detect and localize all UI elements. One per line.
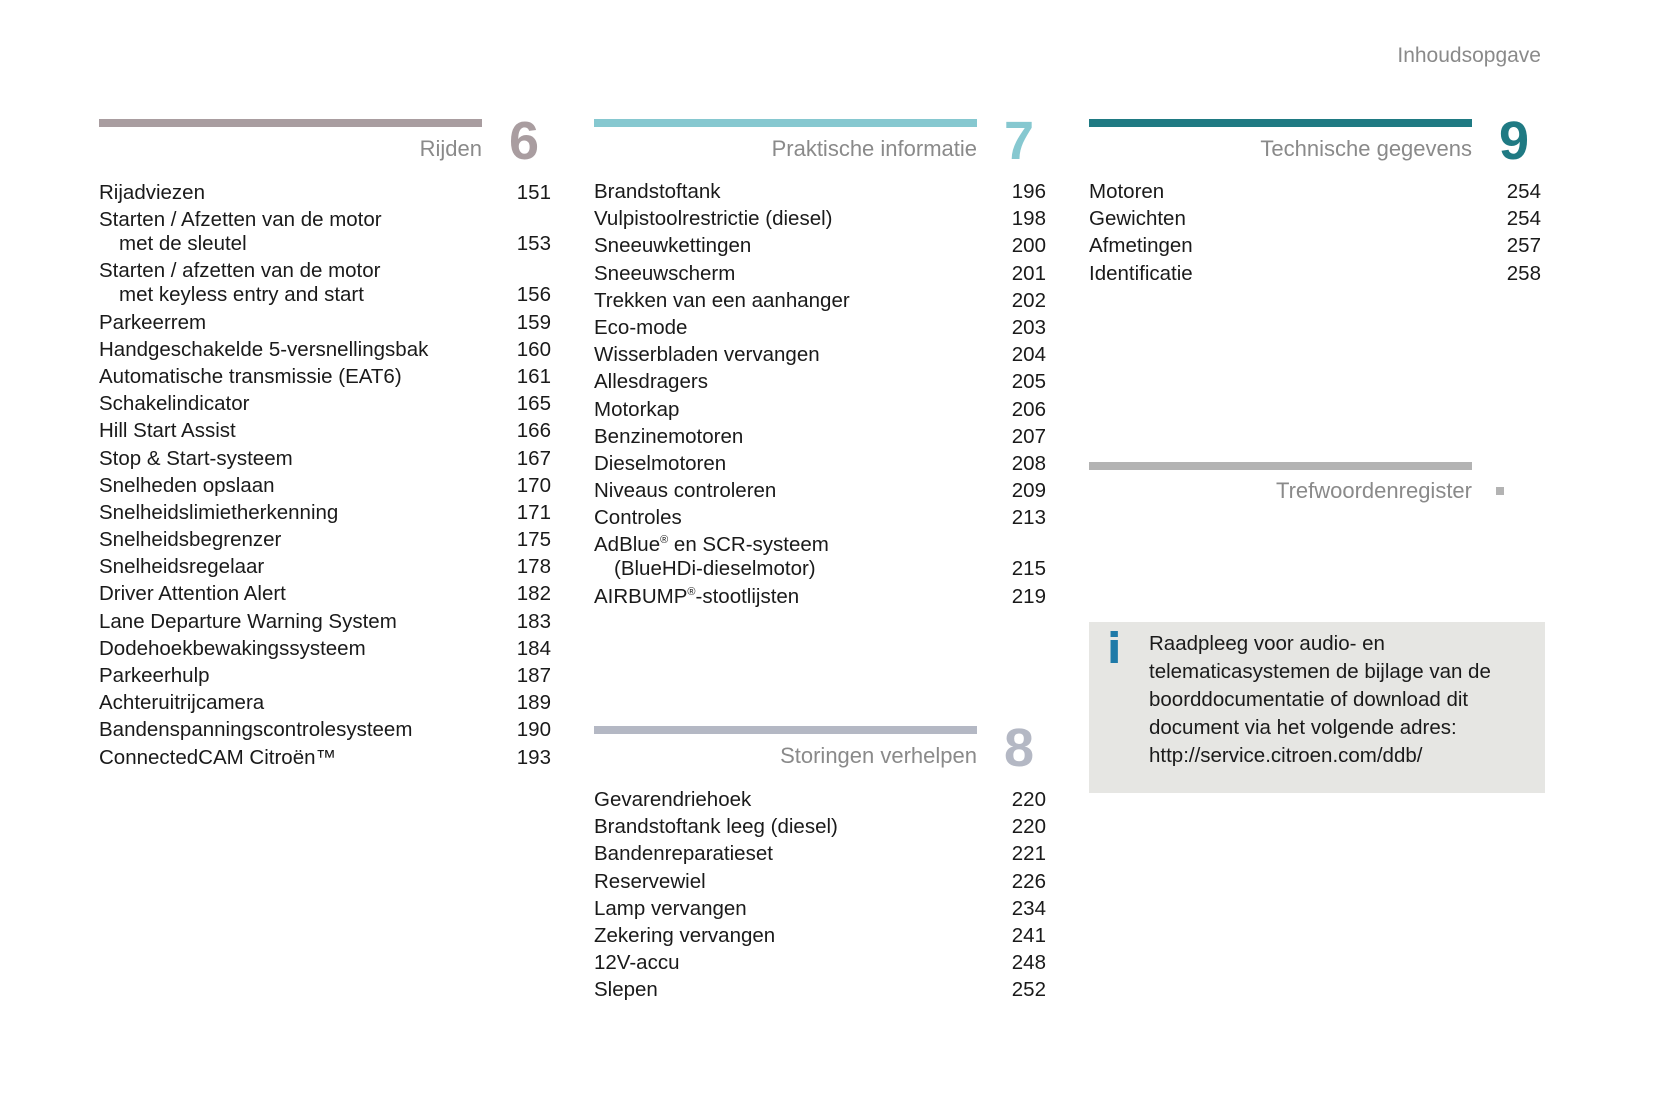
toc-entry-label xyxy=(594,788,751,812)
toc-entry-label xyxy=(594,452,726,476)
toc-entry-label-line: Lane Departure Warning System xyxy=(99,609,397,633)
toc-entry-label xyxy=(99,718,412,742)
toc-entry[interactable] xyxy=(594,425,1046,449)
toc-entry-label xyxy=(99,501,338,525)
toc-entry-label-line: Identificatie xyxy=(1089,261,1193,285)
toc-entry[interactable] xyxy=(594,815,1046,839)
toc-entry-page: 190 xyxy=(516,718,551,742)
toc-entry[interactable] xyxy=(99,392,551,416)
toc-entry[interactable] xyxy=(99,181,551,205)
info-link[interactable]: http://service.citroen.com/ddb/ xyxy=(1149,744,1423,767)
toc-entry-label xyxy=(594,207,833,231)
toc-entry[interactable] xyxy=(594,234,1046,258)
toc-entry-label-line: Bandenspanningscontrolesysteem xyxy=(99,718,413,742)
toc-entry-page: 170 xyxy=(516,473,551,497)
toc-entry-label-line: AIRBUMP xyxy=(594,584,688,608)
toc-entry-label xyxy=(594,978,658,1002)
toc-entry-label-line: Reservewiel xyxy=(594,869,706,893)
info-line: document via het volgende adres: xyxy=(1149,716,1457,739)
toc-entry-label xyxy=(99,338,428,362)
page-header: Inhoudsopgave xyxy=(1397,44,1541,67)
toc-entry[interactable] xyxy=(594,924,1046,948)
toc-list xyxy=(1089,180,1541,289)
toc-entry[interactable] xyxy=(1089,234,1541,258)
toc-entry-label-line: Allesdragers xyxy=(594,370,708,394)
toc-entry[interactable] xyxy=(594,951,1046,975)
toc-entry[interactable] xyxy=(594,180,1046,204)
toc-entry-label xyxy=(1089,262,1193,286)
toc-entry-label xyxy=(99,610,397,634)
toc-entry-label-line: Zekering vervangen xyxy=(594,923,776,947)
toc-entry[interactable] xyxy=(594,533,1046,581)
toc-entry-page: 205 xyxy=(1011,370,1046,394)
toc-entry-label-line: Snelheidsregelaar xyxy=(99,555,265,579)
toc-entry-label-line: Motoren xyxy=(1089,180,1165,203)
toc-entry-label xyxy=(594,180,721,204)
toc-entry-label xyxy=(594,289,850,313)
toc-entry-page: 156 xyxy=(516,283,551,307)
toc-entry[interactable] xyxy=(594,870,1046,894)
toc-entry-label-line: Snelheden opslaan xyxy=(99,473,275,497)
toc-entry[interactable] xyxy=(594,842,1046,866)
toc-entry-page: 248 xyxy=(1011,951,1046,975)
toc-entry-label-line: Bandenreparatieset xyxy=(594,842,773,866)
toc-entry[interactable] xyxy=(594,398,1046,422)
toc-entry[interactable] xyxy=(99,610,551,634)
toc-entry[interactable] xyxy=(99,419,551,443)
toc-entry-label-line: Snelheidsbegrenzer xyxy=(99,528,282,552)
toc-entry-label xyxy=(594,316,687,340)
toc-entry-page: 202 xyxy=(1011,288,1046,312)
toc-entry[interactable] xyxy=(99,582,551,606)
toc-entry-label xyxy=(99,392,249,416)
toc-entry[interactable] xyxy=(99,208,551,256)
toc-entry-label xyxy=(594,842,773,866)
toc-entry-label xyxy=(594,870,706,894)
toc-entry[interactable] xyxy=(99,746,551,770)
toc-entry[interactable] xyxy=(99,664,551,688)
toc-entry[interactable] xyxy=(594,262,1046,286)
toc-entry[interactable] xyxy=(594,585,1046,609)
toc-entry-page: 204 xyxy=(1011,343,1046,367)
toc-entry-label xyxy=(594,815,838,839)
toc-entry[interactable] xyxy=(1089,207,1541,231)
toc-entry-page: 187 xyxy=(516,664,551,687)
toc-entry[interactable] xyxy=(594,897,1046,921)
toc-entry-label-line: Vulpistoolrestrictie (diesel) xyxy=(594,207,833,231)
toc-entry-label xyxy=(99,637,366,661)
toc-entry-label xyxy=(594,425,743,449)
toc-entry-label xyxy=(594,262,735,286)
toc-entry-label-line: Snelheidslimietherkenning xyxy=(99,500,339,524)
toc-entry-page: 234 xyxy=(1011,896,1046,920)
toc-entry-page: 153 xyxy=(516,232,551,256)
toc-entry-label-line: Starten / Afzetten van de motor xyxy=(99,208,382,232)
info-line: Raadpleeg voor audio- en xyxy=(1149,632,1385,655)
toc-entry-page: 175 xyxy=(516,528,551,552)
toc-entry-label xyxy=(99,365,402,389)
toc-entry-label xyxy=(99,208,382,256)
section-title[interactable]: Praktische informatie xyxy=(771,136,977,161)
section-title[interactable]: Storingen verhelpen xyxy=(780,743,977,768)
toc-entry-page: 252 xyxy=(1011,978,1046,1002)
toc-entry-page: 206 xyxy=(1011,397,1046,421)
toc-entry-label xyxy=(1089,234,1193,258)
toc-entry-page: 254 xyxy=(1506,207,1541,231)
toc-entry[interactable] xyxy=(594,506,1046,530)
toc-entry-label xyxy=(99,555,264,579)
toc-entry-label-line: Slepen xyxy=(594,978,658,1002)
toc-entry-label xyxy=(99,691,264,715)
toc-entry-label-line: Automatische transmissie (EAT6) xyxy=(99,364,402,388)
toc-entry-page: 166 xyxy=(516,419,551,443)
toc-entry-page: 198 xyxy=(1011,207,1046,231)
toc-entry-label-line: ConnectedCAM Citroën™ xyxy=(99,745,336,769)
toc-entry-label xyxy=(99,528,281,552)
toc-entry-label xyxy=(99,746,336,770)
toc-entry-page: 159 xyxy=(516,310,551,334)
toc-entry-label xyxy=(99,474,275,498)
section-bar xyxy=(1089,119,1472,127)
toc-entry-page: 193 xyxy=(516,745,551,769)
toc-entry[interactable] xyxy=(99,365,551,389)
info-box xyxy=(1089,622,1545,793)
toc-entry-label-line: Controles xyxy=(594,506,682,530)
toc-entry-label xyxy=(594,924,775,948)
toc-entry-label xyxy=(594,234,751,258)
toc-entry-label-line: Brandstoftank xyxy=(594,180,721,203)
toc-entry-label-line: Dieselmotoren xyxy=(594,451,727,475)
info-line: boorddocumentatie of download dit xyxy=(1149,688,1469,711)
section-title[interactable]: Technische gegevens xyxy=(1260,136,1472,161)
toc-entry[interactable] xyxy=(594,788,1046,812)
toc-entry-label-line: Benzinemotoren xyxy=(594,424,744,448)
toc-entry-page: 182 xyxy=(516,582,551,606)
toc-entry-page: 254 xyxy=(1506,180,1541,203)
toc-entry-label-line: Stop & Start-systeem xyxy=(99,446,293,470)
toc-entry-label-line: Dodehoekbewakingssysteem xyxy=(99,636,366,660)
toc-entry-label xyxy=(1089,207,1186,231)
toc-entry[interactable] xyxy=(99,338,551,362)
toc-entry-label-line: Hill Start Assist xyxy=(99,419,236,443)
toc-entry-page: 200 xyxy=(1011,234,1046,258)
toc-entry[interactable] xyxy=(594,479,1046,503)
toc-entry[interactable] xyxy=(594,343,1046,367)
toc-entry-page: 221 xyxy=(1011,842,1046,866)
toc-entry-label-line: Handgeschakelde 5-versnellingsbak xyxy=(99,337,429,361)
toc-entry-label xyxy=(1089,180,1164,204)
toc-entry-label-line: Afmetingen xyxy=(1089,234,1193,258)
section-number: 8 xyxy=(1004,718,1035,778)
toc-entry-page: 151 xyxy=(516,181,551,204)
toc-entry-label-continuation: met keyless entry and start xyxy=(119,283,364,307)
toc-entry[interactable] xyxy=(99,637,551,661)
toc-list xyxy=(594,788,1046,1006)
toc-entry-label-continuation: (BlueHDi-dieselmotor) xyxy=(614,557,816,581)
toc-entry-page: 241 xyxy=(1011,923,1046,947)
toc-entry-label-line: AdBlue xyxy=(594,533,661,557)
toc-entry[interactable] xyxy=(594,452,1046,476)
toc-entry[interactable] xyxy=(99,501,551,525)
toc-entry-page: 167 xyxy=(516,446,551,470)
section-number: 6 xyxy=(509,111,540,171)
toc-entry-label-line: Gevarendriehoek xyxy=(594,788,752,811)
toc-entry-page: 220 xyxy=(1011,815,1046,839)
toc-entry-page: 226 xyxy=(1011,869,1046,893)
toc-entry-label xyxy=(594,533,829,581)
toc-entry[interactable] xyxy=(1089,180,1541,204)
section-bar xyxy=(1089,462,1472,470)
toc-entry-label xyxy=(594,585,799,609)
toc-entry-page: 208 xyxy=(1011,451,1046,475)
toc-entry[interactable] xyxy=(594,289,1046,313)
toc-entry-page: 184 xyxy=(516,636,551,660)
toc-entry-label xyxy=(594,506,682,530)
toc-entry-label xyxy=(594,951,679,975)
toc-entry-page: 209 xyxy=(1011,479,1046,503)
toc-entry-label-line: Sneeuwkettingen xyxy=(594,234,752,258)
section-title[interactable]: Rijden xyxy=(419,136,482,161)
toc-entry-page: 161 xyxy=(516,364,551,388)
toc-entry-label xyxy=(99,447,293,471)
section-bar xyxy=(594,726,977,734)
toc-entry-label xyxy=(99,582,286,606)
toc-entry[interactable] xyxy=(594,978,1046,1002)
toc-entry-page: 203 xyxy=(1011,315,1046,339)
toc-list xyxy=(594,180,1046,612)
section-bar xyxy=(99,119,482,127)
toc-entry-label-line: Trekken van een aanhanger xyxy=(594,288,850,312)
toc-entry[interactable] xyxy=(99,259,551,307)
toc-entry-label-rest: en SCR-systeem xyxy=(668,533,829,557)
toc-entry-label xyxy=(594,398,679,422)
registered-mark: ® xyxy=(687,585,696,598)
toc-entry[interactable] xyxy=(99,718,551,742)
toc-entry[interactable] xyxy=(99,691,551,715)
toc-entry-page: 219 xyxy=(1011,584,1046,608)
section-number: 7 xyxy=(1004,111,1035,171)
index-marker-square xyxy=(1496,487,1504,495)
toc-entry-label xyxy=(99,664,210,688)
toc-entry-page: 196 xyxy=(1011,180,1046,203)
toc-entry-page: 201 xyxy=(1011,261,1046,285)
section-bar xyxy=(594,119,977,127)
toc-entry-label xyxy=(99,311,206,335)
section-title[interactable]: Trefwoordenregister xyxy=(1275,478,1472,503)
toc-entry-page: 183 xyxy=(516,609,551,633)
toc-entry-label-line: Parkeerrem xyxy=(99,310,207,334)
toc-entry-label-line: Sneeuwscherm xyxy=(594,261,736,285)
info-icon: i xyxy=(1107,624,1122,673)
toc-entry-label xyxy=(99,259,380,307)
toc-entry-page: 258 xyxy=(1506,261,1541,285)
toc-entry[interactable] xyxy=(99,474,551,498)
toc-entry-page: 257 xyxy=(1506,234,1541,258)
toc-entry-label-rest: -stootlijsten xyxy=(695,584,800,608)
toc-entry-label xyxy=(594,479,776,503)
toc-entry[interactable] xyxy=(99,555,551,579)
toc-entry-label-line: 12V-accu xyxy=(594,951,680,975)
toc-entry-label-line: Starten / afzetten van de motor xyxy=(99,259,381,283)
section-number: 9 xyxy=(1499,111,1530,171)
toc-entry-label-line: Eco-mode xyxy=(594,315,688,339)
toc-entry[interactable] xyxy=(99,447,551,471)
toc-entry[interactable] xyxy=(594,370,1046,394)
toc-entry-page: 215 xyxy=(1011,557,1046,581)
toc-entry-label xyxy=(594,897,747,921)
toc-entry[interactable] xyxy=(99,311,551,335)
toc-entry-label xyxy=(594,370,708,394)
toc-entry-label-line: Lamp vervangen xyxy=(594,896,747,920)
toc-entry-page: 207 xyxy=(1011,424,1046,448)
info-text xyxy=(1149,630,1529,770)
toc-entry-page: 178 xyxy=(516,555,551,579)
toc-entry-page: 213 xyxy=(1011,506,1046,530)
toc-entry-page: 171 xyxy=(516,500,551,524)
toc-entry[interactable] xyxy=(594,316,1046,340)
toc-entry-page: 160 xyxy=(516,337,551,361)
toc-entry-page: 189 xyxy=(516,691,551,715)
toc-entry[interactable] xyxy=(1089,262,1541,286)
toc-entry-label-line: Wisserbladen vervangen xyxy=(594,343,820,367)
toc-entry-label-line: Rijadviezen xyxy=(99,181,205,204)
toc-entry-label-line: Niveaus controleren xyxy=(594,479,777,503)
toc-entry-label-line: Parkeerhulp xyxy=(99,664,210,687)
toc-entry-label-line: Schakelindicator xyxy=(99,392,250,416)
toc-entry-label-line: Gewichten xyxy=(1089,207,1186,231)
toc-entry-page: 220 xyxy=(1011,788,1046,811)
toc-entry[interactable] xyxy=(594,207,1046,231)
toc-entry-label-line: Achteruitrijcamera xyxy=(99,691,265,715)
toc-entry-page: 165 xyxy=(516,392,551,416)
toc-list xyxy=(99,181,551,773)
toc-entry-label xyxy=(594,343,820,367)
toc-entry-label-line: Driver Attention Alert xyxy=(99,582,286,606)
toc-entry-label-line: Motorkap xyxy=(594,397,680,421)
toc-entry[interactable] xyxy=(99,528,551,552)
toc-entry-label-continuation: met de sleutel xyxy=(119,232,247,256)
info-line: telematicasystemen de bijlage van de xyxy=(1149,660,1491,683)
toc-entry-label xyxy=(99,181,205,205)
toc-entry-label xyxy=(99,419,236,443)
toc-entry-label-line: Brandstoftank leeg (diesel) xyxy=(594,815,838,839)
registered-mark: ® xyxy=(660,534,669,547)
